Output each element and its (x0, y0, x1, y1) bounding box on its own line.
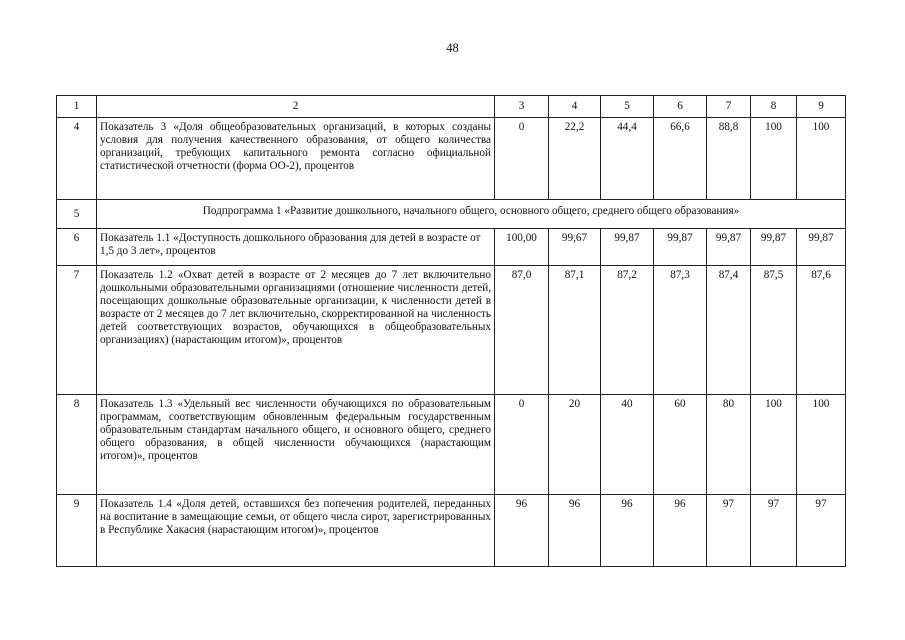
value-cell: 99,87 (654, 229, 707, 266)
value-cell: 60 (654, 395, 707, 495)
value-cell: 88,8 (707, 118, 751, 200)
table-row (57, 266, 846, 395)
table-row (57, 118, 846, 200)
value-cell: 97 (797, 495, 846, 567)
indicator-description: Показатель 1.3 «Удельный вес численности обучающихся по образовательным программам, соответствующим обновленным федеральным государственным образовательным стандартам начального общего, и основного общего, среднего общего образования, в общей численности обучающихся (нарастающим итогом)», процентов (97, 395, 495, 495)
header-row (57, 96, 846, 118)
header-cell: 1 (57, 96, 97, 118)
indicator-description: Показатель 1.4 «Доля детей, оставшихся без попечения родителей, переданных на воспитание в замещающие семьи, от общего числа сирот, зарегистрированных в Республике Хакасия (нарастающим итогом)», процентов (97, 495, 495, 567)
value-cell: 100 (751, 118, 797, 200)
row-number: 9 (57, 495, 97, 567)
value-cell: 66,6 (654, 118, 707, 200)
value-cell: 96 (549, 495, 601, 567)
value-cell: 96 (601, 495, 654, 567)
value-cell: 0 (495, 118, 549, 200)
header-cell: 3 (495, 96, 549, 118)
value-cell: 99,87 (751, 229, 797, 266)
value-cell: 87,0 (495, 266, 549, 395)
row-number: 8 (57, 395, 97, 495)
value-cell: 20 (549, 395, 601, 495)
value-cell: 87,4 (707, 266, 751, 395)
value-cell: 87,1 (549, 266, 601, 395)
value-cell: 80 (707, 395, 751, 495)
header-cell: 5 (601, 96, 654, 118)
indicator-description: Показатель 1.1 «Доступность дошкольного образования для детей в возрасте от 1,5 до 3 лет», процентов (97, 229, 495, 266)
table-row (57, 395, 846, 495)
value-cell: 99,87 (707, 229, 751, 266)
header-cell: 6 (654, 96, 707, 118)
indicator-description: Показатель 1.2 «Охват детей в возрасте от 2 месяцев до 7 лет включительно дошкольными образовательными организациями (отношение численности детей, посещающих дошкольные образовательные организации, к численности детей в возрасте от 2 месяцев до 7 лет включительно, скорректированной на численность детей соответствующих возрастов, обучающихся в общеобразовательных организациях) (нарастающим итогом)», процентов (97, 266, 495, 395)
page-number: 48 (446, 41, 459, 55)
table-row (57, 495, 846, 567)
subprogram-row (57, 200, 846, 229)
value-cell: 100,00 (495, 229, 549, 266)
value-cell: 99,67 (549, 229, 601, 266)
value-cell: 100 (797, 118, 846, 200)
value-cell: 96 (495, 495, 549, 567)
header-cell: 7 (707, 96, 751, 118)
header-cell: 2 (97, 96, 495, 118)
value-cell: 97 (751, 495, 797, 567)
value-cell: 87,5 (751, 266, 797, 395)
value-cell: 99,87 (797, 229, 846, 266)
row-number: 4 (57, 118, 97, 200)
value-cell: 87,2 (601, 266, 654, 395)
row-number: 6 (57, 229, 97, 266)
value-cell: 100 (797, 395, 846, 495)
value-cell: 87,3 (654, 266, 707, 395)
row-number: 5 (57, 200, 97, 229)
value-cell: 44,4 (601, 118, 654, 200)
header-cell: 9 (797, 96, 846, 118)
table-row (57, 229, 846, 266)
value-cell: 99,87 (601, 229, 654, 266)
value-cell: 0 (495, 395, 549, 495)
indicator-description: Показатель 3 «Доля общеобразовательных организаций, в которых созданы условия для получения качественного образования, от общего количества организаций, требующих капитального ремонта согласно официальной статистической отчетности (форма ОО-2), процентов (97, 118, 495, 200)
value-cell: 22,2 (549, 118, 601, 200)
value-cell: 87,6 (797, 266, 846, 395)
header-cell: 8 (751, 96, 797, 118)
value-cell: 40 (601, 395, 654, 495)
indicators-table (56, 95, 846, 567)
header-cell: 4 (549, 96, 601, 118)
value-cell: 100 (751, 395, 797, 495)
row-number: 7 (57, 266, 97, 395)
subprogram-title: Подпрограмма 1 «Развитие дошкольного, начального общего, основного общего, среднего общего образования» (97, 200, 846, 229)
value-cell: 96 (654, 495, 707, 567)
value-cell: 97 (707, 495, 751, 567)
